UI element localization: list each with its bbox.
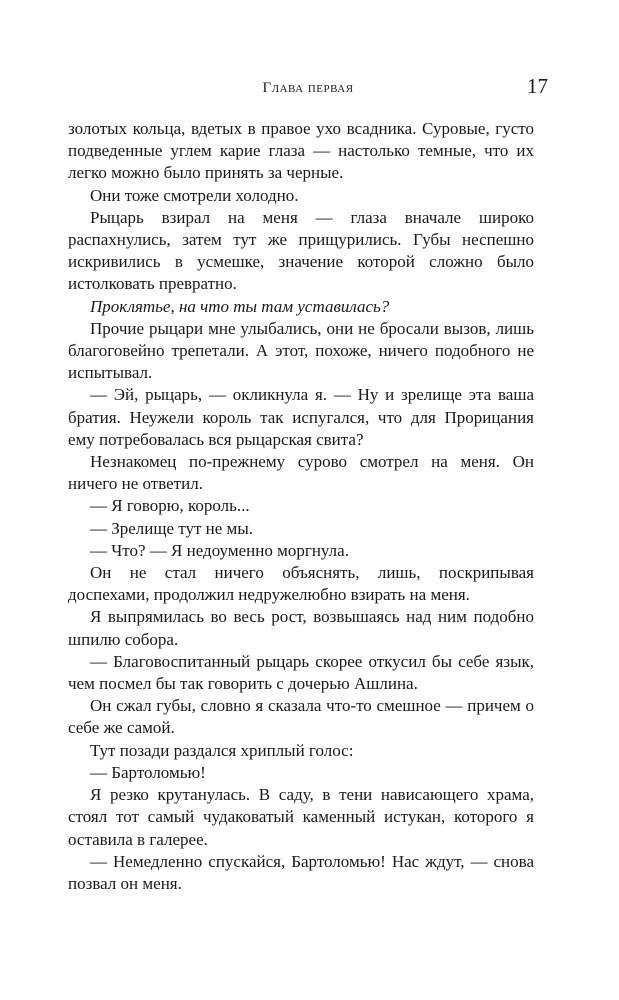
paragraph: Они тоже смотрели холодно. (90, 185, 299, 205)
running-head (68, 74, 548, 104)
dialogue-line: — Я говорю, король... (90, 496, 250, 516)
paragraph: Он не стал ничего объяснять, лишь, поскрипывая доспехами, продолжил недружелюбно взирать на меня. (68, 563, 534, 605)
paragraph: золотых кольца, вдетых в правое ухо всадника. Суровые, густо подведенные углем карие глаза — настолько темные, что их легко можно было принять за черные. (68, 119, 534, 183)
paragraph: Тут позади раздался хриплый голос: (90, 740, 354, 760)
dialogue-line: — Эй, рыцарь, — окликнула я. — Ну и зрелище эта ваша братия. Неужели король так испугался, что для Прорицания ему потребовалась вся рыцарская свита? (68, 385, 534, 449)
dialogue-line: — Зрелище тут не мы. (90, 518, 253, 538)
paragraph-italic: Проклятье, на что ты там уставилась? (90, 296, 390, 316)
paragraph: Я резко крутанулась. В саду, в тени нависающего храма, стоял тот самый чудаковатый каменный истукан, которого я оставила в галерее. (68, 785, 534, 849)
paragraph: Рыцарь взирал на меня — глаза вначале широко распахнулись, затем тут же прищурились. Губы неспешно искривились в усмешке, значение которой сложно было истолковать превратно. (68, 207, 534, 294)
chapter-title: Глава первая (262, 80, 354, 96)
page-number: 17 (527, 74, 548, 98)
dialogue-line: — Бартоломью! (90, 762, 206, 782)
paragraph: Прочие рыцари мне улыбались, они не бросали вызов, лишь благоговейно трепетали. А этот, похоже, ничего подобного не испытывал. (68, 318, 534, 383)
paragraph: Незнакомец по-прежнему сурово смотрел на меня. Он ничего не ответил. (68, 452, 534, 494)
paragraph: Я выпрямилась во весь рост, возвышаясь над ним подобно шпилю собора. (68, 607, 534, 649)
body-text (68, 118, 534, 895)
dialogue-line: — Благовоспитанный рыцарь скорее откусил бы себе язык, чем посмел бы так говорить с дочерью Ашлина. (68, 651, 534, 694)
paragraph: Он сжал губы, словно я сказала что-то смешное — причем о себе же самой. (68, 696, 534, 738)
dialogue-line: — Немедленно спускайся, Бартоломью! Нас ждут, — снова позвал он меня. (68, 851, 534, 893)
dialogue-line: — Что? — Я недоуменно моргнула. (90, 540, 349, 560)
